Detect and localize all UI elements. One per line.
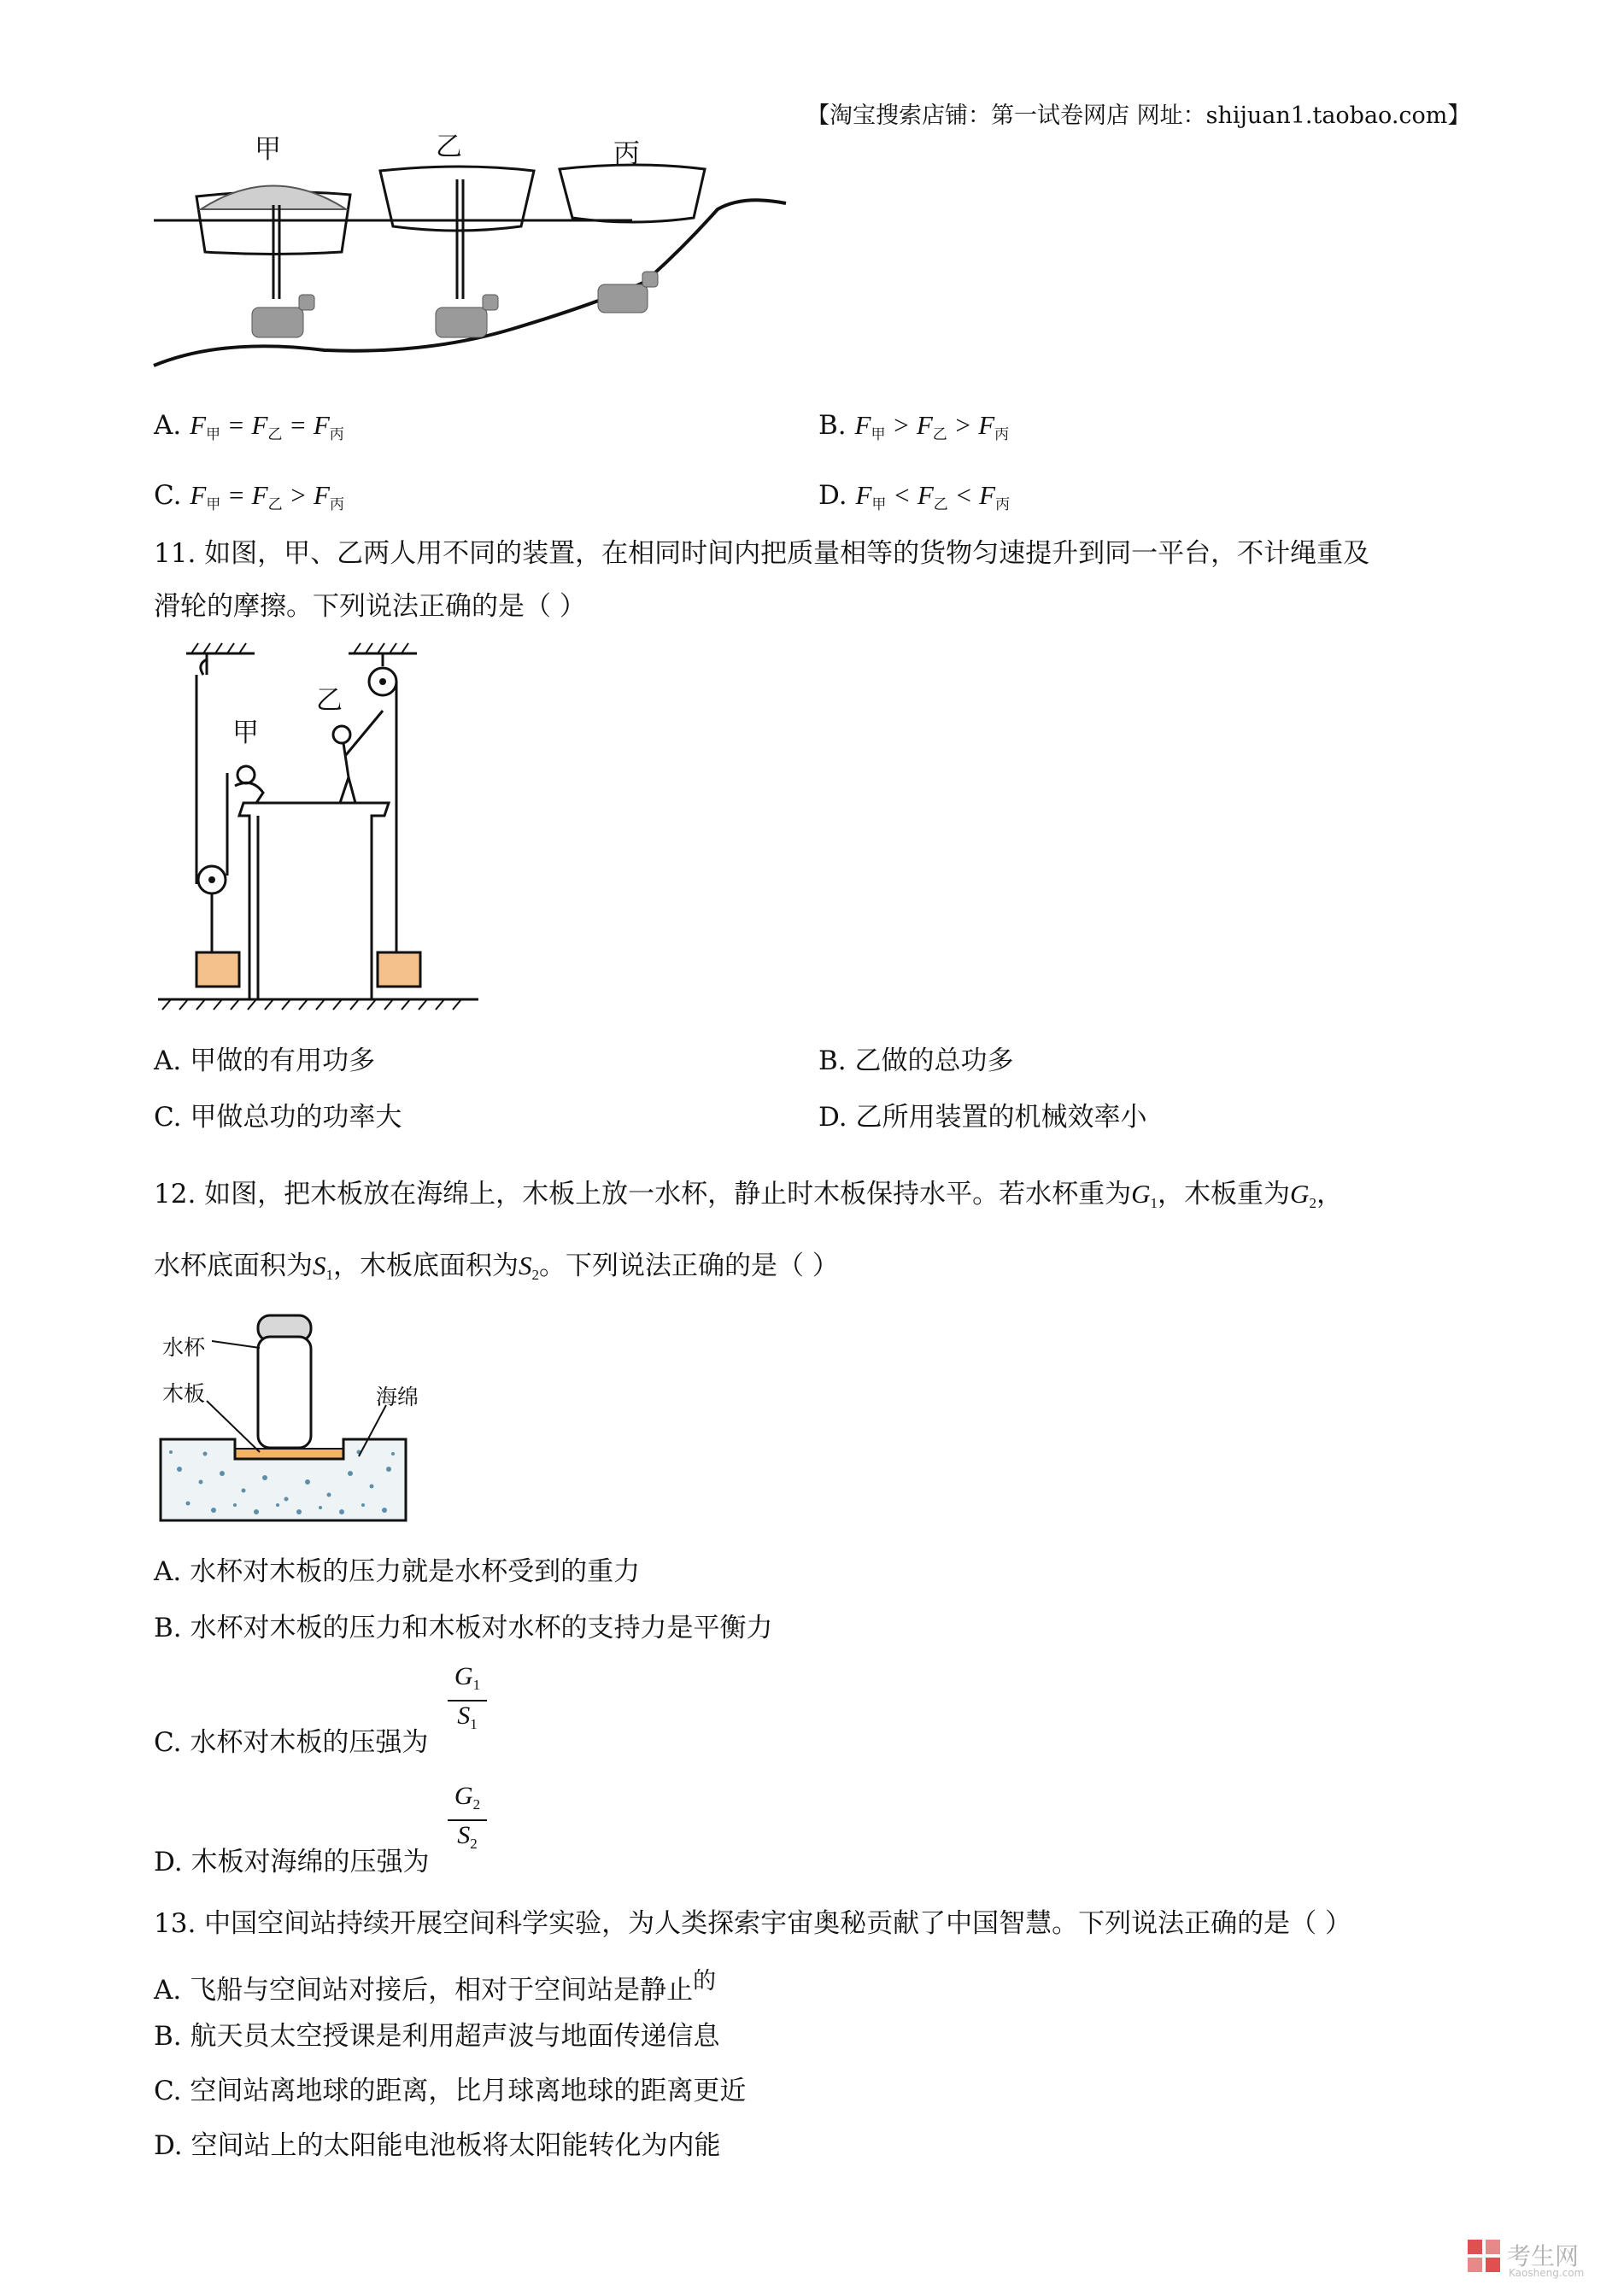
q12-stem-line1: 12. 如图，把木板放在海绵上，木板上放一水杯，静止时木板保持水平。若水杯重为$G_1$，木板重为$G_2$， <box>154 1179 1343 1211</box>
watermark <box>1468 2238 1613 2281</box>
watermark-name: 考生网 <box>1507 2242 1580 2270</box>
label-cup: 水杯 <box>162 1335 206 1360</box>
fraction-g2-s2: $\frac{G_2}{S_2}$ <box>448 1782 487 1859</box>
q10-option-b: B. $F_甲 > F_乙 > F_丙$ <box>818 410 1010 442</box>
pulley-label-yi: 乙 <box>316 685 343 716</box>
pulley-label-jia: 甲 <box>232 718 259 748</box>
q10-option-c: C. $F_甲 = F_乙 > F_丙$ <box>154 480 344 512</box>
q13-option-d: D. 空间站上的太阳能电池板将太阳能转化为内能 <box>154 2130 721 2161</box>
q11-option-c: C. 甲做总功的功率大 <box>154 1102 402 1133</box>
watermark-url: Kaosheng.com <box>1509 2267 1585 2279</box>
q13-option-b: B. 航天员太空授课是利用超声波与地面传递信息 <box>154 2021 720 2052</box>
q11-stem-line1: 11. 如图，甲、乙两人用不同的装置，在相同时间内把质量相等的货物匀速提升到同一平台，不计绳重及 <box>154 538 1370 569</box>
q10-option-a: A. $F_甲 = F_乙 = F_丙$ <box>154 410 344 442</box>
q11-option-d: D. 乙所用装置的机械效率小 <box>818 1102 1147 1133</box>
q11-option-b: B. 乙做的总功多 <box>818 1046 1014 1076</box>
q12-option-d: D. 木板对海绵的压强为 <box>154 1847 430 1877</box>
q12-option-b: B. 水杯对木板的压力和木板对水杯的支持力是平衡力 <box>154 1613 773 1643</box>
q10-option-d: D. $F_甲 < F_乙 < F_丙$ <box>818 480 1011 512</box>
q13-option-c: C. 空间站离地球的距离，比月球离地球的距离更近 <box>154 2076 747 2106</box>
page-header: 【淘宝搜索店铺：第一试卷网店 网址：shijuan1.taobao.com】 <box>806 102 1471 129</box>
q12-stem-line2: 水杯底面积为$S_1$，木板底面积为$S_2$。下列说法正确的是（ ） <box>154 1250 839 1283</box>
label-board: 木板 <box>162 1381 206 1406</box>
q13-stem: 13. 中国空间站持续开展空间科学实验，为人类探索宇宙奥秘贡献了中国智慧。下列说法正确的是（ ） <box>154 1908 1352 1939</box>
q12-option-c: C. 水杯对木板的压强为 <box>154 1727 429 1758</box>
q11-stem-line2: 滑轮的摩擦。下列说法正确的是（ ） <box>154 591 586 622</box>
fraction-g1-s1: $\frac{G_1}{S_1}$ <box>448 1662 487 1739</box>
boat-label-yi: 乙 <box>436 132 462 162</box>
q12-option-a: A. 水杯对木板的压力就是水杯受到的重力 <box>154 1556 641 1587</box>
boat-label-bing: 丙 <box>613 138 640 169</box>
q13-option-a: A. 飞船与空间站对接后，相对于空间站是静止的 <box>154 1968 717 2006</box>
boat-label-jia: 甲 <box>255 134 281 165</box>
watermark-logo-icon <box>1468 2240 1500 2272</box>
label-sponge: 海绵 <box>376 1385 419 1409</box>
q11-option-a: A. 甲做的有用功多 <box>154 1046 376 1076</box>
boats-figure <box>154 128 803 384</box>
